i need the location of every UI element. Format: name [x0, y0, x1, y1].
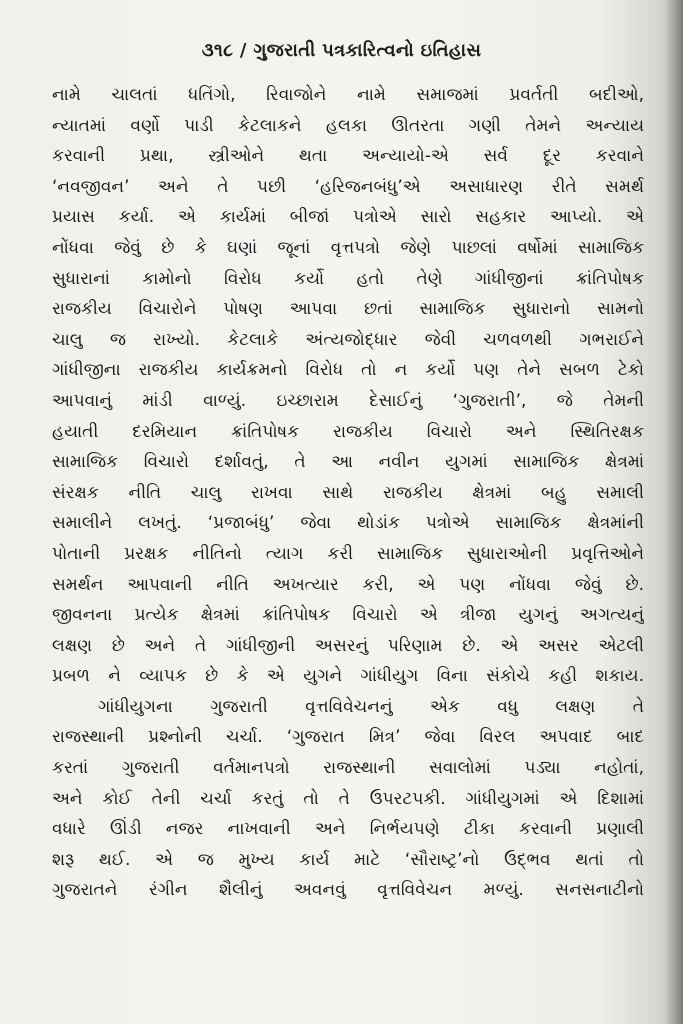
text-line: સમાલીને લખતું. ‘પ્રજાબંધુ’ જેવા થોડાંક પત્રોએ સામાજિક ક્ષેત્રમાંની: [52, 513, 644, 534]
text-line: ‘નવજીવન’ અને તે પછી ‘હરિજનબંધુ’એ અસાધારણ રીતે સમર્થ: [52, 176, 644, 197]
text-line: અને કોઈ તેની ચર્ચા કરતું તો તે ઉપરટપકી. ગાંધીયુગમાં એ દિશામાં: [52, 788, 644, 809]
text-line: સામાજિક વિચારો દર્શાવતું, તે આ નવીન યુગમાં સામાજિક ક્ષેત્રમાં: [52, 452, 644, 473]
text-line: કરવાની પ્રથા, સ્ત્રીઓને થતા અન્યાયો-એ સર્વ દૂર કરવાને: [52, 146, 644, 167]
text-line: શરૂ થઈ. એ જ મુખ્ય કાર્ય માટે ‘સૌરાષ્ટ્ર’નો ઉદ્‌ભવ થતાં તો: [52, 849, 644, 870]
running-head: ૩૧૮ / ગુજરાતી પત્રકારિત્વનો ઇતિહાસ: [201, 40, 482, 61]
text-line: પ્રબળ ને વ્યાપક છે કે એ યુગને ગાંધીયુગ વિના સંકોચે કહી શકાય.: [52, 666, 644, 687]
text-line: સંરક્ષક નીતિ ચાલુ રાખવા સાથે રાજકીય ક્ષેત્રમાં બહુ સમાલી: [52, 482, 644, 503]
text-line: હયાતી દરમિયાન ક્રાંતિપોષક રાજકીય વિચારો અને સ્થિતિરક્ષક: [52, 421, 644, 442]
paragraph-start-line: ગાંધીયુગના ગુજરાતી વૃત્તવિવેચનનું એક વધુ લક્ષણ તે: [98, 696, 644, 717]
text-line: ન્યાતમાં વર્ણો પાડી કેટલાકને હલકા ઊતરતા ગણી તેમને અન્યાય: [52, 115, 644, 136]
text-line: પ્રયાસ કર્યા. એ કાર્યમાં બીજાં પત્રોએ સારો સહકાર આપ્યો. એ: [52, 207, 644, 228]
text-line: ચાલુ જ રાખ્યો. કેટલાકે અંત્યજોદ્ધાર જેવી ચળવળથી ગભરાઈને: [52, 329, 644, 350]
text-line: ગાંધીજીના રાજકીય કાર્યક્રમનો વિરોધ તો ન કર્યો પણ તેને સબળ ટેકો: [52, 360, 644, 381]
text-line: આપવાનું માંડી વાળ્યું. ઇચ્છારામ દેસાઈનું ‘ગુજરાતી’, જે તેમની: [52, 390, 644, 411]
text-line: નોંધવા જેવું છે કે ઘણાં જૂનાં વૃત્તપત્રો જેણે પાછલાં વર્ષોમાં સામાજિક: [52, 237, 644, 258]
text-line: રાજસ્થાની પ્રશ્નોની ચર્ચા. ‘ગુજરાત મિત્ર’ જેવા વિરલ અપવાદ બાદ: [52, 727, 644, 748]
text-line: લક્ષણ છે અને તે ગાંધીજીની અસરનું પરિણામ છે. એ અસર એટલી: [52, 635, 644, 656]
text-line: નામે ચાલતાં ધતિંગો, રિવાજોને નામે સમાજમાં પ્રવર્તતી બદીઓ,: [52, 85, 644, 105]
text-line: કરતાં ગુજરાતી વર્તમાનપત્રો રાજસ્થાની સવાલોમાં પડ્યા નહોતાં,: [52, 758, 644, 779]
text-line: રાજકીય વિચારોને પોષણ આપવા છતાં સામાજિક સુધારાનો સામનો: [52, 299, 644, 320]
body-text: [52, 80, 644, 906]
text-line: સમર્થન આપવાની નીતિ અખત્યાર કરી, એ પણ નોંધવા જેવું છે.: [52, 574, 644, 595]
text-line: ગુજરાતને રંગીન શૈલીનું અવનવું વૃત્તવિવેચન મળ્યું. સનસનાટીનો: [52, 880, 644, 901]
text-line: વધારે ઊંડી નજર નાખવાની અને નિર્ભયપણે ટીકા કરવાની પ્રણાલી: [52, 819, 644, 840]
text-line: પોતાની પ્રરક્ષક નીતિનો ત્યાગ કરી સામાજિક સુધારાઓની પ્રવૃત્તિઓને: [52, 543, 644, 564]
text-line: સુધારાનાં કામોનો વિરોધ કર્યો હતો તેણે ગાંધીજીનાં ક્રાંતિપોષક: [52, 268, 644, 289]
spine-shadow: [665, 0, 683, 1024]
text-line: જીવનના પ્રત્યેક ક્ષેત્રમાં ક્રાંતિપોષક વિચારો એ ત્રીજા યુગનું અગત્યનું: [52, 605, 644, 626]
